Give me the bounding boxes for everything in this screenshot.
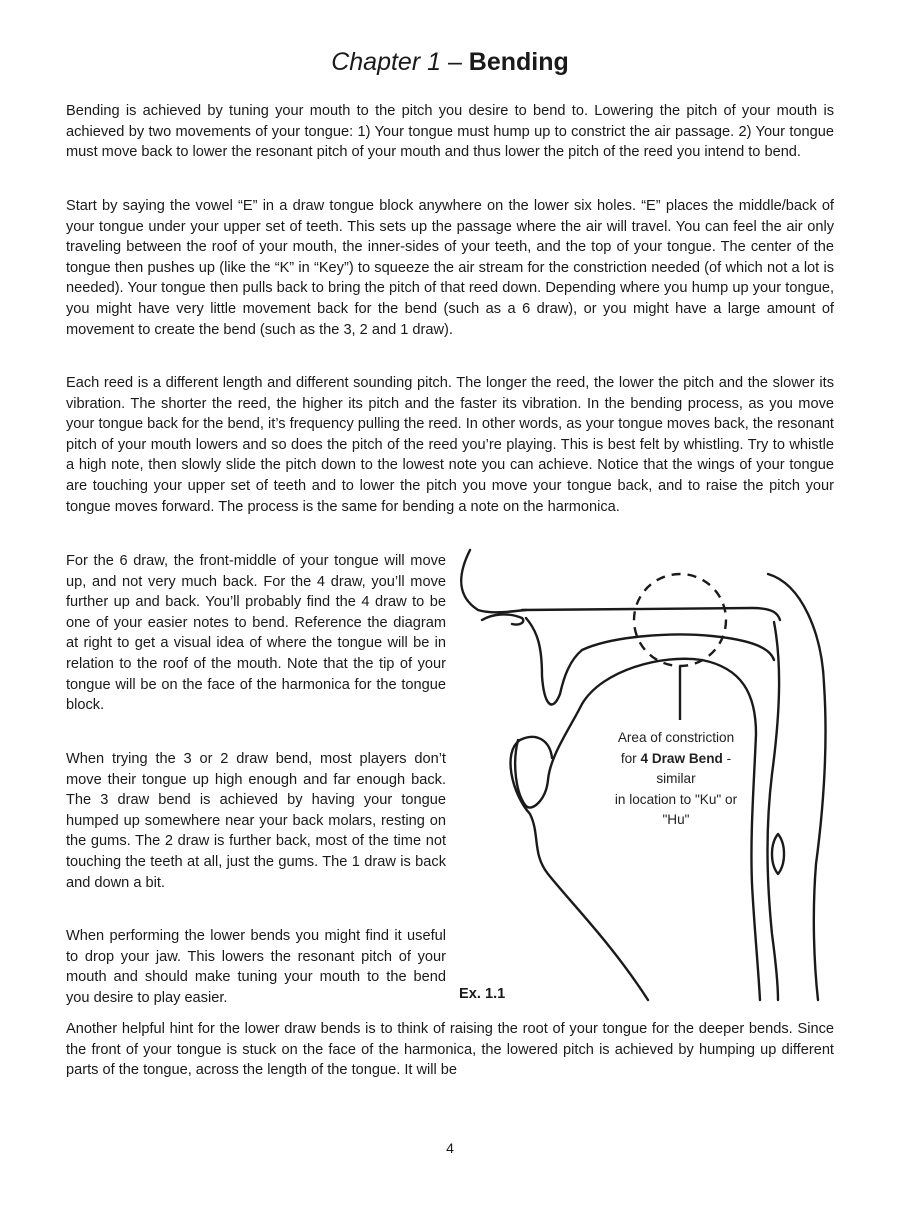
paragraph-intro: Bending is achieved by tuning your mouth to the pitch you desire to bend to. Lowering the pitch of your mouth is achieved by two movements of your tongue: 1) Your tongue must hump up to constrict the air passage. 2) Your tongue must move back to lower the resonant pitch of your mouth and thus lower the pitch of the reed you intend to bend. bbox=[66, 103, 834, 161]
caption-line-2: for 4 Draw Bend - similar bbox=[620, 750, 732, 786]
constriction-caption bbox=[602, 728, 750, 831]
chapter-title bbox=[0, 44, 900, 80]
paragraph-3-2-draw: When trying the 3 or 2 draw bend, most players don’t move their tongue up high enough and far enough back. The 3 draw bend is achieved by having your tongue humped up somewhere near your back molars, resting on the gums. The 2 draw is further back, most of the time not touching the teeth at all, just the gums. The 1 draw is back and down a bit. bbox=[66, 751, 446, 891]
page-number: 4 bbox=[446, 1140, 454, 1156]
paragraph-vowel-e: Start by saying the vowel “E” in a draw tongue block anywhere on the lower six holes. “E” places the middle/back of your tongue under your upper set of teeth. This sets up the passage where the air will travel. You can feel the air only traveling between the roof of your mouth, the inner-sides of your teeth, and the top of your tongue. The center of the tongue then pushes up (like the “K” in “Key”) to squeeze the air stream for the constriction needed (of which not a lot is needed). Your tongue then pulls back to bring the pitch of that reed down. Depending where you hump up your tongue, you might have very little movement back for the bend (such as a 6 draw), or you might have a large amount of movement to create the bend (such as the 3, 2 and 1 draw). bbox=[66, 198, 834, 338]
caption-line-1: Area of constriction bbox=[617, 730, 735, 745]
paragraph-6-draw: For the 6 draw, the front-middle of your tongue will move up, and not very much back. For the 4 draw, you’ll move further up and back. You’ll probably find the 4 draw to be one of your easier notes to bend. Reference the diagram at right to get a visual idea of where the tongue will be in relation to the roof of the mouth. Note that the tip of your tongue will be on the face of the harmonica for the tongue block. bbox=[66, 553, 446, 714]
lip-tip-outline bbox=[482, 614, 523, 624]
chapter-number: Chapter 1 bbox=[331, 48, 441, 76]
paragraph-root-of-tongue: Another helpful hint for the lower draw bends is to think of raising the root of your tongue for the deeper bends. Since the front of your tongue is stuck on the face of the harmonica, the lowered pitch is achieved by humping up different parts of the tongue, across the length of the tongue. It will be bbox=[66, 1021, 834, 1079]
uvula-outline bbox=[772, 834, 784, 874]
upper-teeth-outline bbox=[526, 618, 774, 704]
paragraph-reed-length: Each reed is a different length and different sounding pitch. The longer the reed, the lower the pitch and the slower its vibration. The shorter the reed, the higher its pitch and the faster its vibration. In the bending process, as you move your tongue back for the bend, it’s frequency pulling the reed. In other words, as your tongue moves back, the resonant pitch of your mouth lowers and so does the pitch of the reed you’re playing. This is best felt by whistling. Try to whistle a high note, then slowly slide the pitch down to the lowest note you can achieve. Notice that the wings of your tongue are touching your upper set of teeth and to lower the pitch you move your tongue back, and to raise the pitch your tongue moves forward. The process is the same for bending a note on the harmonica. bbox=[66, 375, 834, 515]
constriction-circle bbox=[634, 574, 726, 666]
caption-line-3: in location to "Ku" or "Hu" bbox=[614, 791, 738, 827]
mouth-cross-section-diagram bbox=[452, 544, 862, 1002]
caption-bold-term: 4 Draw Bend bbox=[640, 750, 723, 766]
upper-lip-outline bbox=[461, 550, 526, 612]
palate-line bbox=[522, 608, 780, 620]
title-dash: – bbox=[441, 48, 469, 76]
figure-label: Ex. 1.1 bbox=[459, 986, 506, 1002]
throat-outline bbox=[768, 622, 780, 1000]
section-title: Bending bbox=[468, 48, 569, 76]
paragraph-drop-jaw: When performing the lower bends you might find it useful to drop your jaw. This lowers the resonant pitch of your mouth and should make tuning your mouth to the bend you desire to play easier. bbox=[66, 928, 446, 1006]
